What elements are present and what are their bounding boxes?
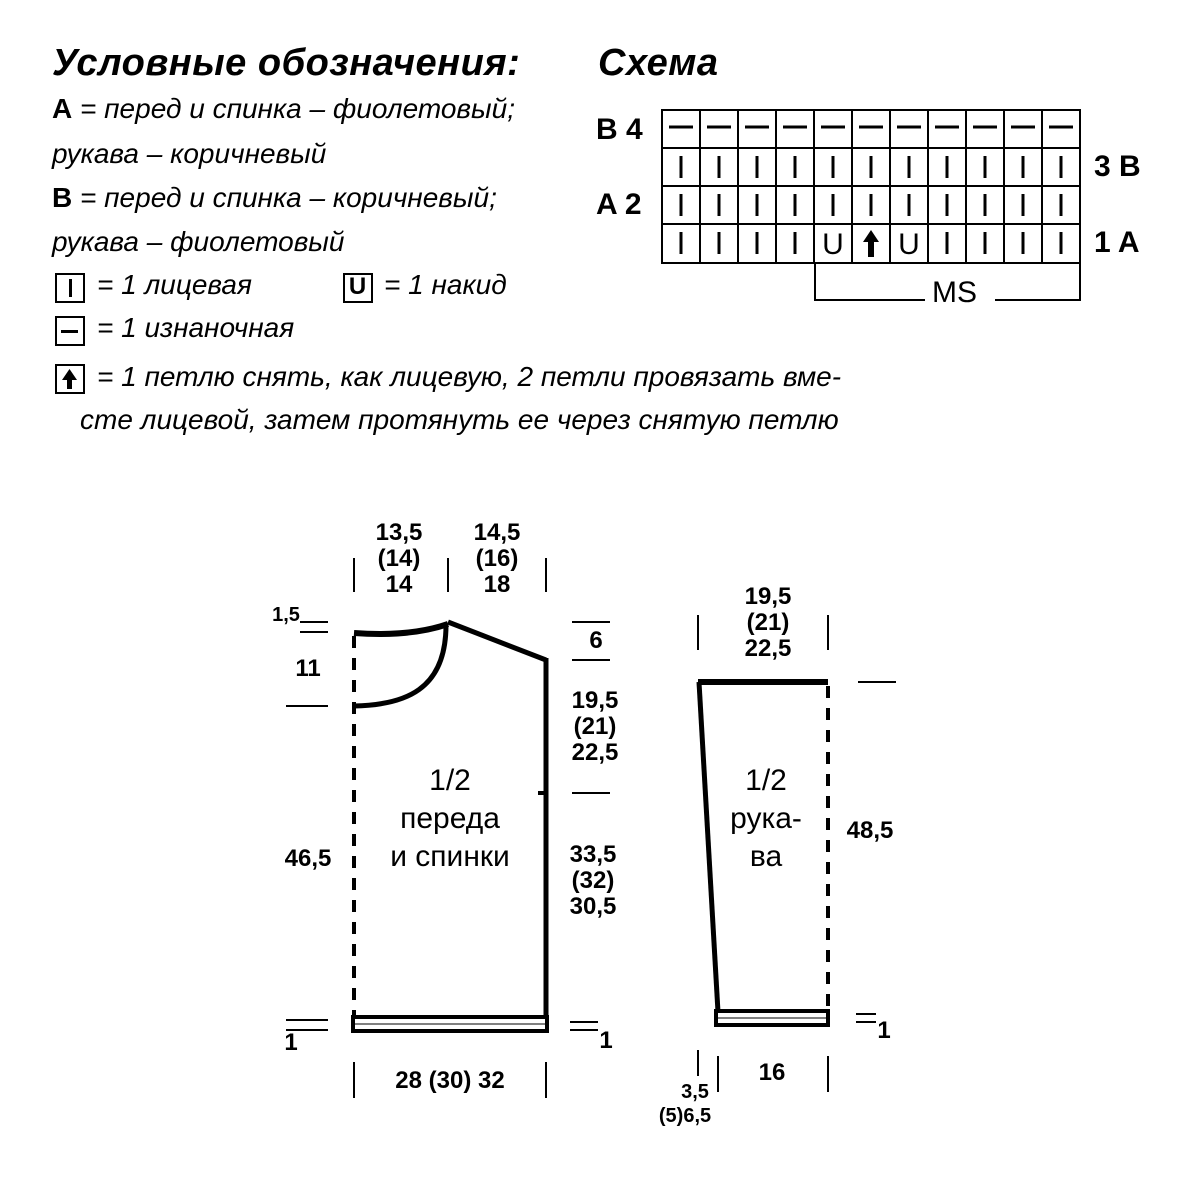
chart-yo-mark: U (822, 228, 844, 261)
chart-row1-label: 1 A (1094, 226, 1140, 259)
chart-row2-label: A 2 (596, 188, 642, 221)
dim-top-right-1: 14,5 (473, 519, 521, 546)
dim-sleeve-increase (650, 1080, 720, 1128)
legend-purl: = 1 изнаночная (97, 312, 295, 343)
dim-right-side-3: 30,5 (569, 893, 617, 920)
dim-sleeve-increase-2: (5)6,5 (658, 1105, 712, 1127)
sleeve-label-1: 1/2 (745, 764, 787, 797)
dim-left-top: 1,5 (272, 604, 300, 626)
dim-top-right (460, 520, 534, 598)
sleeve-label-3: ва (749, 840, 783, 873)
dim-right-armhole-1: 19,5 (571, 687, 619, 714)
body-label-3: и спинки (390, 840, 510, 873)
yarn-over-symbol-icon: U (343, 273, 373, 303)
body-label (370, 762, 530, 876)
dim-sleeve-top-2: (21) (746, 609, 790, 636)
legend-yo: = 1 накид (384, 269, 507, 300)
dim-sleeve-top-3: 22,5 (744, 635, 792, 662)
dim-sleeve-bottom: 1 (877, 1017, 891, 1044)
dim-right-bottom: 1 (599, 1027, 613, 1054)
legend-a-text: = перед и спинка – фиолетовый; (72, 93, 515, 124)
sleeve-label-2: рука- (730, 802, 802, 835)
dim-top-left-1: 13,5 (375, 519, 423, 546)
chart-yo-mark: U (898, 228, 920, 261)
dim-top-right-2: (16) (475, 545, 519, 572)
body-label-1: 1/2 (429, 764, 471, 797)
dim-right-side-1: 33,5 (569, 841, 617, 868)
dim-left-length: 46,5 (284, 845, 332, 872)
legend-heading: Условные обозначения: (52, 42, 521, 84)
chart-repeat-label: MS (932, 276, 977, 309)
dim-sleeve-increase-1: 3,5 (681, 1081, 709, 1103)
legend-a-text2: рукава – коричневый (52, 138, 327, 169)
dim-sleeve-width: 16 (758, 1059, 786, 1086)
dim-right-armhole-3: 22,5 (571, 739, 619, 766)
chart-row3-label: 3 B (1094, 150, 1141, 183)
dim-right-armhole (562, 688, 628, 766)
dim-right-armhole-2: (21) (573, 713, 617, 740)
chart-heading: Схема (598, 42, 719, 84)
body-label-2: переда (400, 802, 500, 835)
dim-top-left-3: 14 (385, 571, 413, 598)
legend-b-text2: рукава – фиолетовый (52, 226, 345, 257)
dim-left-neck: 11 (295, 655, 321, 682)
dim-sleeve-length: 48,5 (846, 817, 894, 844)
sleeve-label (716, 762, 816, 876)
dim-body-width: 28 (30) 32 (395, 1067, 505, 1094)
dim-sleeve-top-1: 19,5 (744, 583, 792, 610)
legend-b-text: = перед и спинка – коричневый; (72, 182, 497, 213)
legend-knit: = 1 лицевая (97, 269, 252, 300)
dim-top-right-3: 18 (483, 571, 511, 598)
dim-top-left-2: (14) (377, 545, 421, 572)
legend-a-key: A (52, 93, 73, 124)
legend-decrease-2: сте лицевой, затем протянуть ее через снятую петлю (80, 404, 839, 435)
legend-b-key: B (52, 182, 73, 213)
chart-row4-label: B 4 (596, 113, 643, 146)
dim-sleeve-top (730, 584, 806, 662)
dim-right-side-2: (32) (571, 867, 615, 894)
legend-decrease-1: = 1 петлю снять, как лицевую, 2 петли провязать вме- (97, 361, 842, 392)
dim-top-left (362, 520, 436, 598)
dim-right-shoulder: 6 (589, 627, 603, 654)
dim-right-side (560, 842, 626, 920)
dim-left-bottom: 1 (284, 1029, 298, 1056)
